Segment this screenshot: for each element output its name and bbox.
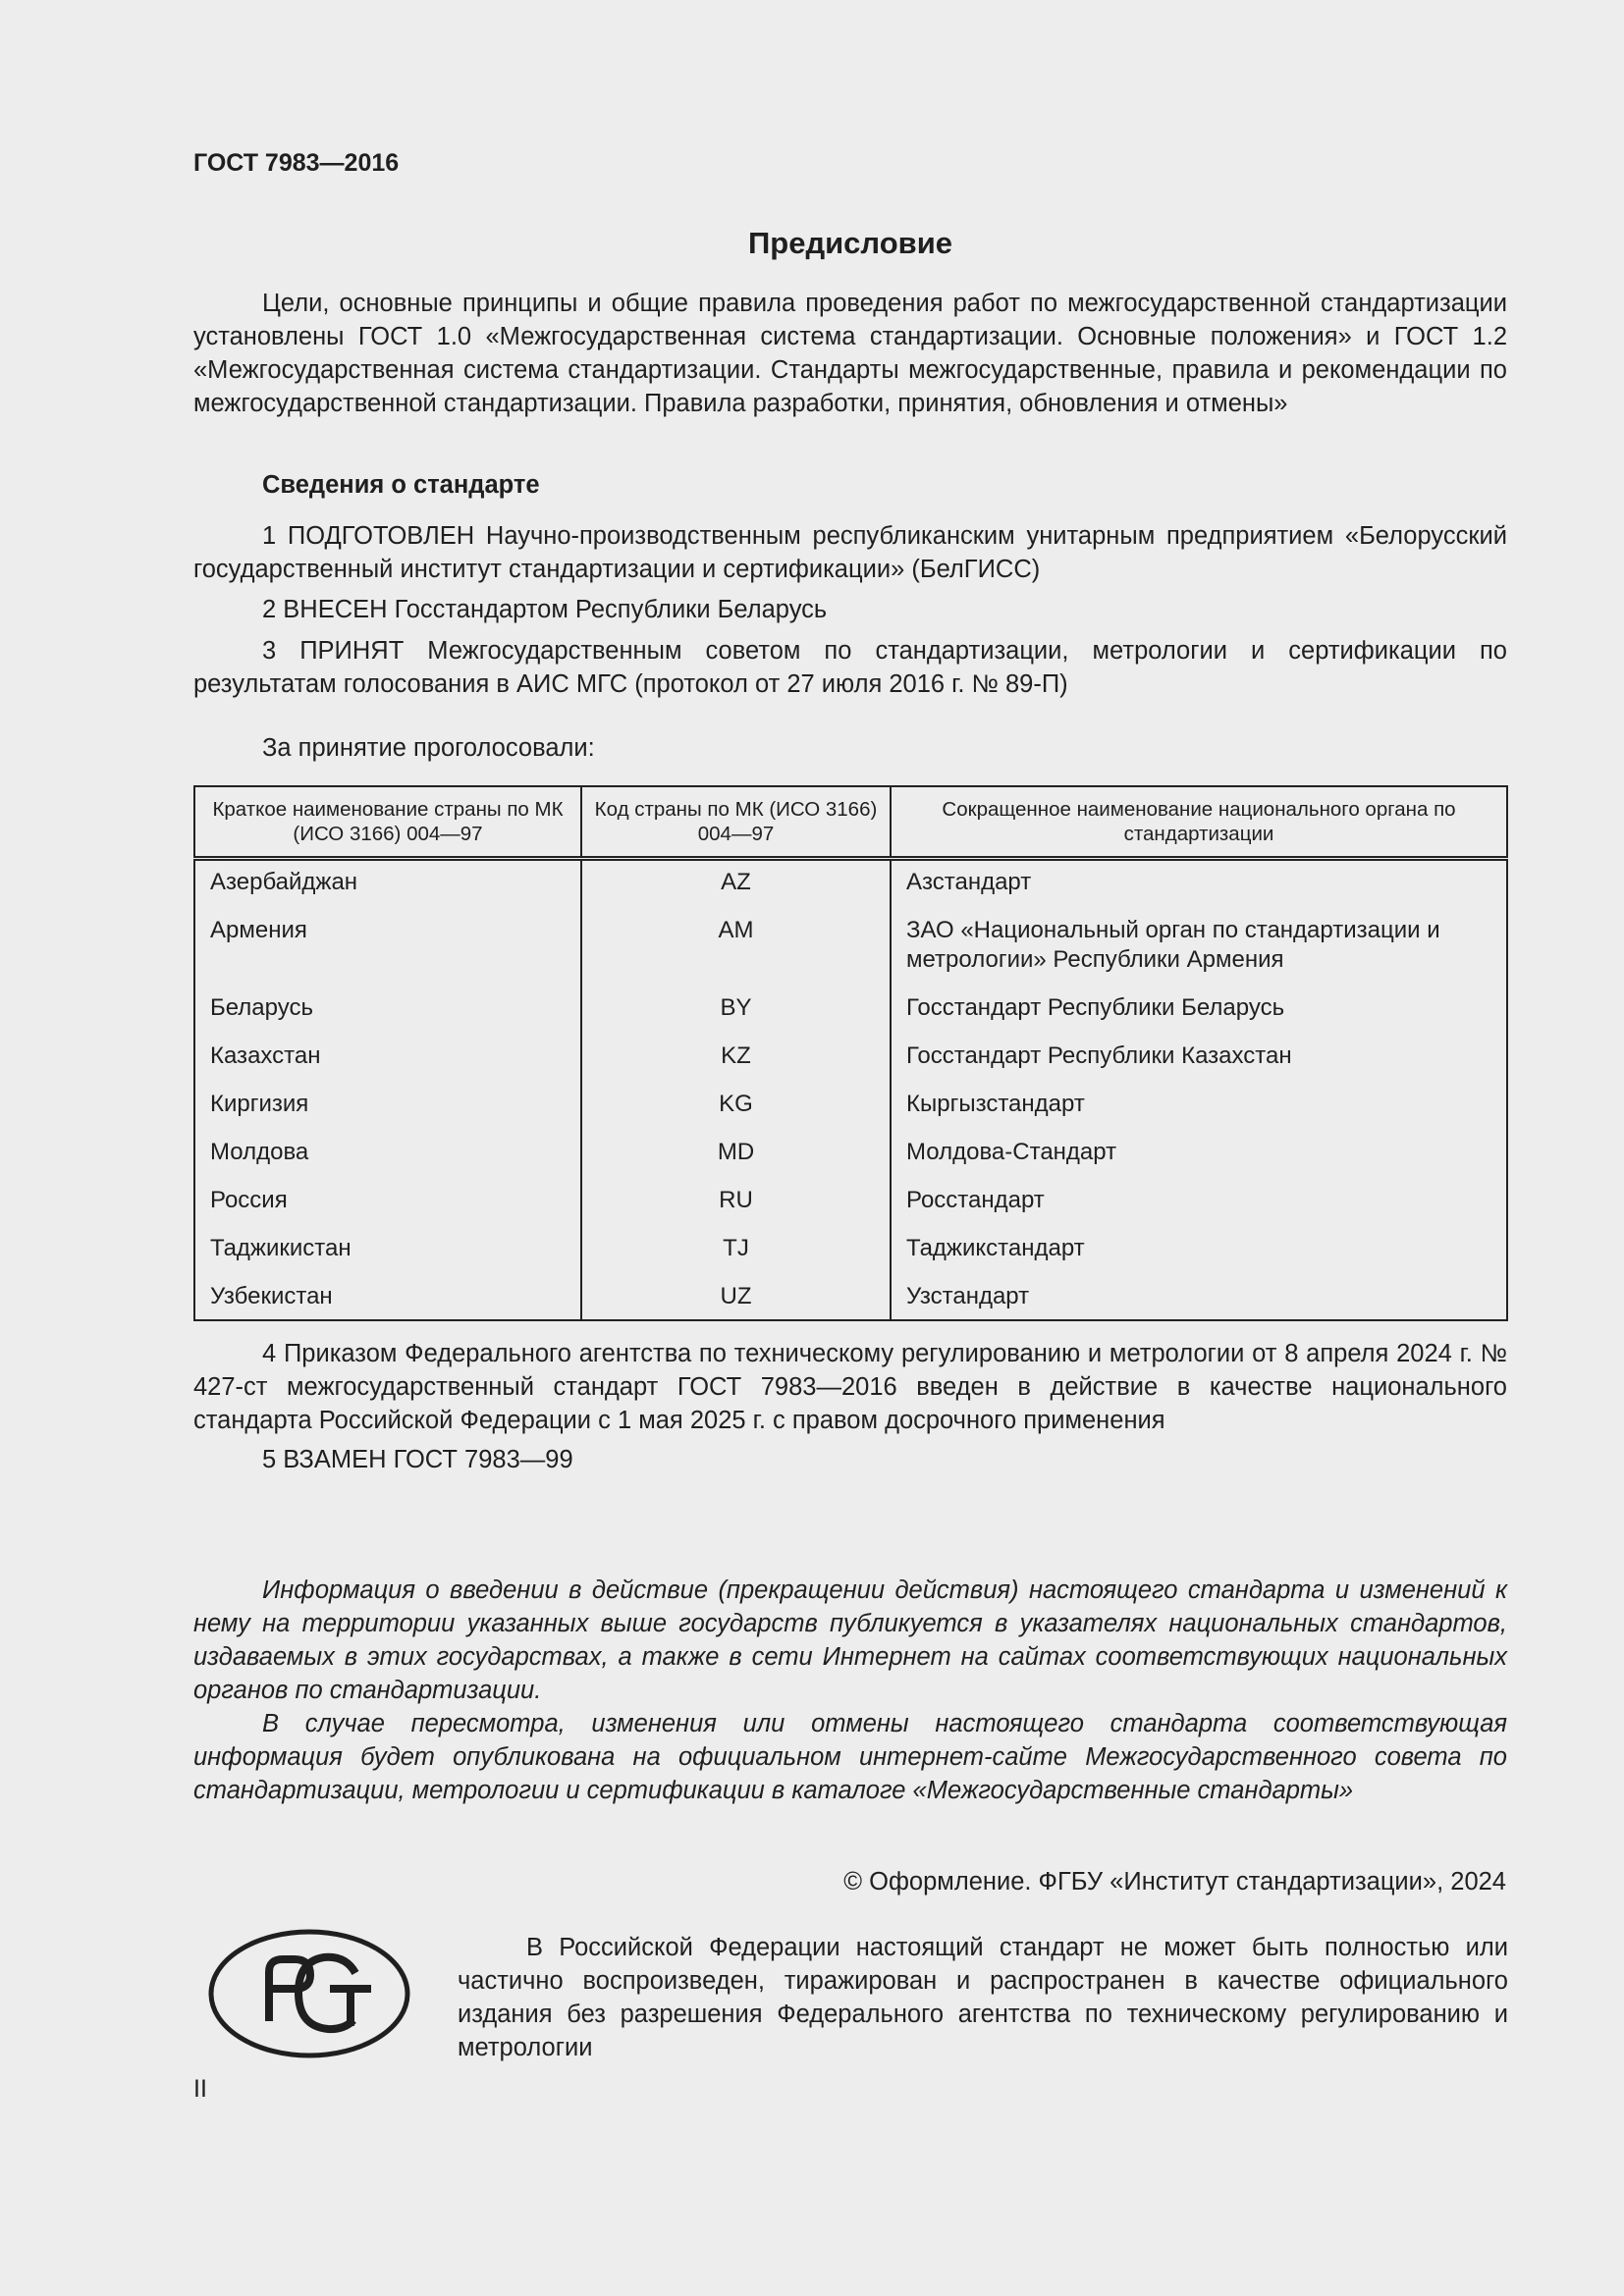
- info-item-5-text: 5 ВЗАМЕН ГОСТ 7983—99: [262, 1446, 573, 1473]
- cell-code: BY: [581, 989, 891, 1038]
- cell-code: AZ: [581, 859, 891, 913]
- table-header-row: [194, 786, 1507, 859]
- intro-section: [193, 287, 1507, 420]
- cell-country: Азербайджан: [194, 859, 581, 913]
- cell-country: Киргизия: [194, 1086, 581, 1134]
- table-row: [194, 1134, 1507, 1182]
- document-code: ГОСТ 7983—2016: [193, 149, 400, 177]
- info-item-1-text: 1 ПОДГОТОВЛЕН Научно-производственным республиканским унитарным предприятием «Белорусский государственный институт стандартизации и сертификации» (БелГИСС): [193, 522, 1507, 583]
- cell-standards-body: Госстандарт Республики Беларусь: [891, 989, 1507, 1038]
- table-body: [194, 859, 1507, 1321]
- cell-standards-body: Кыргызстандарт: [891, 1086, 1507, 1134]
- column-header-body: Сокращенное наименование национального органа по стандартизации: [891, 786, 1507, 859]
- cell-country: Узбекистан: [194, 1278, 581, 1320]
- note-paragraph-1: Информация о введении в действие (прекращении действия) настоящего стандарта и изменений к нему на территории указанных выше государств публикуется в указателях национальных стандартов, издаваемых в этих государствах, а также в сети Интернет на сайтах соответствующих национальных органов по стандартизации.: [193, 1576, 1507, 1704]
- cell-standards-body: Росстандарт: [891, 1182, 1507, 1230]
- cell-code: UZ: [581, 1278, 891, 1320]
- info-item-3-text: 3 ПРИНЯТ Межгосударственным советом по стандартизации, метрологии и сертификации по результатам голосования в АИС МГС (протокол от 27 июля 2016 г. № 89-П): [193, 637, 1507, 698]
- cell-standards-body: ЗАО «Национальный орган по стандартизации и метрологии» Республики Армения: [891, 912, 1507, 989]
- info-item-4: [193, 1337, 1507, 1437]
- table-row: [194, 1182, 1507, 1230]
- cell-code: MD: [581, 1134, 891, 1182]
- page-number: II: [193, 2075, 207, 2103]
- voted-label: За принятие проголосовали:: [262, 734, 595, 762]
- cell-country: Армения: [194, 912, 581, 989]
- info-item-1: [193, 519, 1507, 586]
- intro-paragraph: Цели, основные принципы и общие правила проведения работ по межгосударственной стандартизации установлены ГОСТ 1.0 «Межгосударственная система стандартизации. Основные положения» и ГОСТ 1.2 «Межгосударственная система стандартизации. Стандарты межгосударственные, правила и рекомендации по межгосударственной стандартизации. Правила разработки, принятия, обновления и отмены»: [193, 290, 1507, 417]
- page-title: Предисловие: [747, 226, 952, 260]
- column-header-code: Код страны по МК (ИСО 3166) 004—97: [581, 786, 891, 859]
- cell-standards-body: Узстандарт: [891, 1278, 1507, 1320]
- cell-country: Молдова: [194, 1134, 581, 1182]
- cell-code: AM: [581, 912, 891, 989]
- column-header-country: Краткое наименование страны по МК (ИСО 3166) 004—97: [194, 786, 581, 859]
- cell-country: Беларусь: [194, 989, 581, 1038]
- table-row: [194, 859, 1507, 913]
- table-row: [194, 1038, 1507, 1086]
- table-row: [194, 989, 1507, 1038]
- info-item-4-text: 4 Приказом Федерального агентства по техническому регулированию и метрологии от 8 апреля 2024 г. № 427-ст межгосударственный стандарт ГОСТ 7983—2016 введен в действие в качестве национального стандарта Российской Федерации с 1 мая 2025 г. с правом досрочного применения: [193, 1340, 1507, 1434]
- info-item-2: [193, 593, 1507, 626]
- cell-country: Россия: [194, 1182, 581, 1230]
- rst-logo-icon: [208, 1928, 410, 2059]
- note-paragraph-2: В случае пересмотра, изменения или отмены настоящего стандарта соответствующая информация будет опубликована на официальном интернет-сайте Межгосударственного совета по стандартизации, метрологии и сертификации в каталоге «Межгосударственные стандарты»: [193, 1710, 1507, 1804]
- cell-country: Таджикистан: [194, 1230, 581, 1278]
- cell-standards-body: Госстандарт Республики Казахстан: [891, 1038, 1507, 1086]
- info-heading: Сведения о стандарте: [262, 471, 540, 499]
- table-row: [194, 912, 1507, 989]
- cell-code: TJ: [581, 1230, 891, 1278]
- cell-standards-body: Молдова-Стандарт: [891, 1134, 1507, 1182]
- info-item-5: [193, 1443, 1507, 1476]
- cell-code: KZ: [581, 1038, 891, 1086]
- table-row: [194, 1230, 1507, 1278]
- cell-code: KG: [581, 1086, 891, 1134]
- info-item-3: [193, 634, 1507, 701]
- copyright-notice: [458, 1931, 1508, 2064]
- member-states-table: [193, 785, 1508, 1321]
- info-item-2-text: 2 ВНЕСЕН Госстандартом Республики Беларусь: [262, 596, 828, 623]
- notes-section: [193, 1574, 1507, 1807]
- cell-standards-body: Азстандарт: [891, 859, 1507, 913]
- cell-country: Казахстан: [194, 1038, 581, 1086]
- table-row: [194, 1278, 1507, 1320]
- copyright-line: © Оформление. ФГБУ «Институт стандартизации», 2024: [843, 1868, 1506, 1896]
- cell-code: RU: [581, 1182, 891, 1230]
- table-row: [194, 1086, 1507, 1134]
- cell-standards-body: Таджикстандарт: [891, 1230, 1507, 1278]
- copyright-notice-text: В Российской Федерации настоящий стандарт не может быть полностью или частично воспроизведен, тиражирован и распространен в качестве официального издания без разрешения Федерального агентства по техническому регулированию и метрологии: [458, 1934, 1508, 2061]
